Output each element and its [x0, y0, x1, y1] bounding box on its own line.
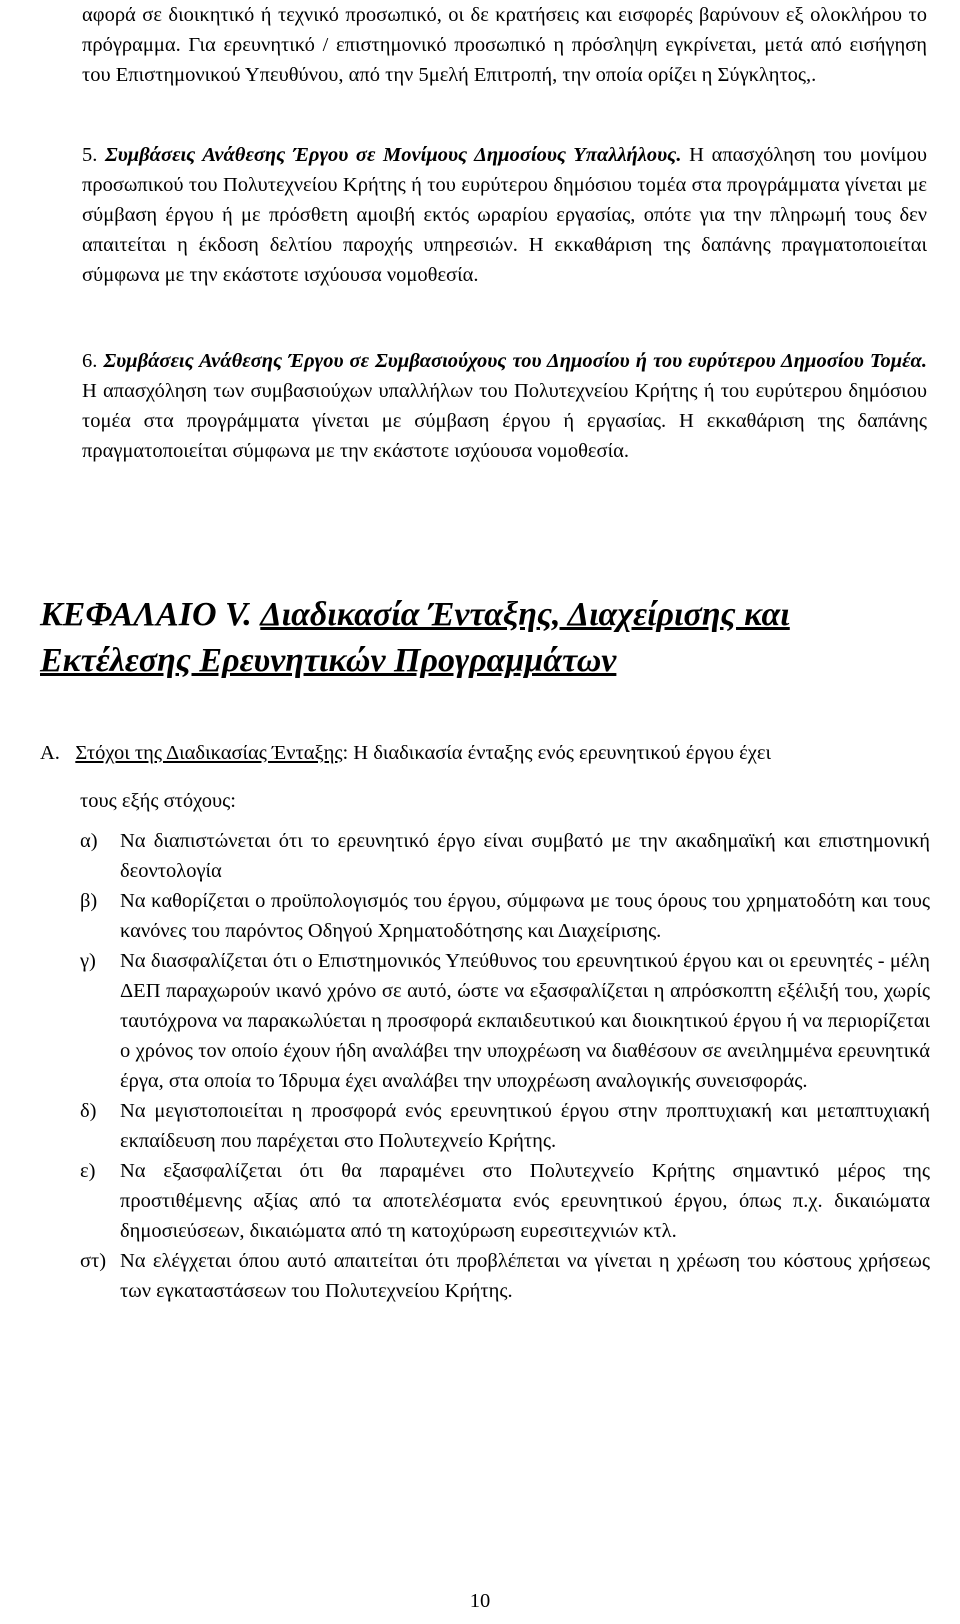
chapter-prefix: ΚΕΦΑΛΑΙΟ V.	[40, 596, 252, 633]
page-number: 10	[469, 1590, 491, 1612]
item-5-heading: Συμβάσεις Ανάθεσης Έργου σε Μονίμους Δημοσίους Υπαλλήλους.	[105, 144, 682, 166]
section-a-label: Α.	[40, 742, 60, 764]
goal-label: β)	[80, 890, 98, 912]
section-a-text2: τους εξής στόχους:	[80, 790, 236, 812]
item-5-paragraph	[82, 140, 927, 290]
intro-text: αφορά σε διοικητικό ή τεχνικό προσωπικό, οι δε κρατήσεις και εισφορές βαρύνουν εξ ολοκλήρου το πρόγραμμα. Για ερευνητικό / επιστημονικό προσωπικό η πρόσληψη εγκρίνεται, μετά από εισήγηση του Επιστημονικού Υπευθύνου, από την 5μελή Επιτροπή, την οποία ορίζει η Σύγκλητος,.	[82, 4, 927, 86]
goal-item	[80, 1246, 930, 1306]
intro-paragraph	[82, 0, 927, 90]
item-6-number: 6.	[82, 350, 98, 372]
goal-label: στ)	[80, 1250, 107, 1272]
goal-item	[80, 1156, 930, 1246]
section-a-line	[40, 738, 930, 768]
section-a-text: : Η διαδικασία ένταξης ενός ερευνητικού έργου έχει	[342, 742, 771, 764]
chapter-heading: Διαδικασία Ένταξης, Διαχείρισης και Εκτέλεσης Ερευνητικών Προγραμμάτων	[40, 596, 790, 679]
goal-text: Να καθορίζεται ο προϋπολογισμός του έργου, σύμφωνα με τους όρους του χρηματοδότη και τους κανόνες του παρόντος Οδηγού Χρηματοδότησης και Διαχείρισης.	[120, 890, 930, 942]
goal-text: Να εξασφαλίζεται ότι θα παραμένει στο Πολυτεχνείο Κρήτης σημαντικό μέρος της προστιθέμενης αξίας από τα αποτελέσματα ενός ερευνητικού έργου, όπως π.χ. δικαιώματα δημοσιεύσεων, δικαιώματα από τη κατοχύρωση ευρεσιτεχνιών κτλ.	[120, 1160, 930, 1242]
goal-text: Να ελέγχεται όπου αυτό απαιτείται ότι προβλέπεται να γίνεται η χρέωση του κόστους χρήσεως των εγκαταστάσεων του Πολυτεχνείου Κρήτης.	[120, 1250, 930, 1302]
goal-item	[80, 1096, 930, 1156]
goal-item	[80, 826, 930, 886]
section-a-continuation	[80, 786, 930, 816]
goal-item	[80, 886, 930, 946]
item-5-body: Η απασχόληση του μονίμου προσωπικού του Πολυτεχνείου Κρήτης ή του ευρύτερου δημόσιου τομέα στα προγράμματα γίνεται με σύμβαση έργου ή με πρόσθετη αμοιβή εκτός ωραρίου εργασίας, οπότε για την πληρωμή τους δεν απαιτείται η έκδοση δελτίου παροχής υπηρεσιών. Η εκκαθάριση της δαπάνης πραγματοποιείται σύμφωνα με την εκάστοτε ισχύουσα νομοθεσία.	[82, 144, 928, 286]
goal-text: Να διαπιστώνεται ότι το ερευνητικό έργο είναι συμβατό με την ακαδημαϊκή και επιστημονική δεοντολογία	[120, 830, 930, 882]
goal-label: γ)	[80, 950, 96, 972]
goal-text: Να διασφαλίζεται ότι ο Επιστημονικός Υπεύθυνος του ερευνητικού έργου και οι ερευνητές - μέλη ΔΕΠ παραχωρούν ικανό χρόνο σε αυτό, ώστε να εξασφαλίζεται η απρόσκοπτη εξέλιξή του, χωρίς ταυτόχρονα να παρακωλύεται η προσφορά εκπαιδευτικού και διοικητικού έργου ή να περιορίζεται ο χρόνος τον οποίο έχουν ήδη αναλάβει την υποχρέωση να διαθέσουν σε ανειλημμένα ερευνητικά έργα, στα οποία το Ίδρυμα έχει αναλάβει την υποχρέωση αναλογικής συνεισφοράς.	[120, 950, 930, 1092]
chapter-title	[40, 592, 940, 684]
item-5-number: 5.	[82, 144, 98, 166]
section-a-heading: Στόχοι της Διαδικασίας Ένταξης	[75, 742, 343, 764]
item-6-heading: Συμβάσεις Ανάθεσης Έργου σε Συμβασιούχους του Δημοσίου ή του ευρύτερου Δημοσίου Τομέα.	[103, 350, 928, 372]
goal-label: δ)	[80, 1100, 97, 1122]
goal-item	[80, 946, 930, 1096]
goals-list	[80, 826, 930, 1306]
item-6-body: Η απασχόληση των συμβασιούχων υπαλλήλων του Πολυτεχνείου Κρήτης ή του ευρύτερου δημόσιου τομέα στα προγράμματα γίνεται με σύμβαση έργου ή εργασίας. Η εκκαθάριση της δαπάνης πραγματοποιείται σύμφωνα με την εκάστοτε ισχύουσα νομοθεσία.	[82, 380, 927, 462]
goal-label: ε)	[80, 1160, 96, 1182]
item-6-paragraph	[82, 346, 927, 466]
goal-text: Να μεγιστοποιείται η προσφορά ενός ερευνητικού έργου στην προπτυχιακή και μεταπτυχιακή εκπαίδευση που παρέχεται στο Πολυτεχνείο Κρήτης.	[120, 1100, 930, 1152]
goal-label: α)	[80, 830, 98, 852]
